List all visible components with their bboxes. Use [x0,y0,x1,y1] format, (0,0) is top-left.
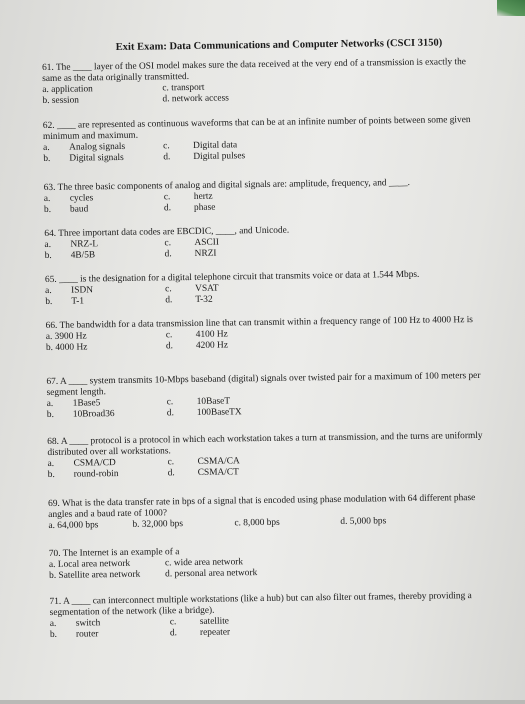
option-d: d. network access [162,93,229,105]
question-stem: 65. ____ is the designation for a digital telephone circuit that transmits voice or data at 1.544 Mbps. [44,269,420,286]
question-stem: 71. A ____ can interconnect multiple workstations (like a hub) but can also filter out frames, thereby providing a segmentation of the network (like a bridge). [49,591,472,618]
option-letter-b: b. [44,250,52,262]
question-71 [49,591,490,641]
option-c: Digital data [193,140,238,151]
option-letter-d: d. [166,408,174,419]
option-letter-a: a. [45,285,52,297]
question-64 [44,223,484,262]
option-b: Digital signals [69,152,124,164]
question-stem: 70. The Internet is an example of a [48,547,180,560]
question-62 [43,115,484,165]
option-letter-c: c. [164,238,172,249]
option-a: a. 64,000 bps [48,520,99,532]
question-67 [46,371,487,421]
option-c: c. 8,000 bps [234,517,280,529]
option-letter-a: a. [46,398,54,410]
option-b: baud [69,204,89,215]
option-d: NRZI [194,248,217,259]
option-a: switch [75,618,101,629]
option-letter-a: a. [44,239,52,251]
option-letter-b: b. [49,629,58,640]
option-b: 4B/5B [70,250,96,261]
option-a: NRZ-L [70,239,99,250]
option-d: Digital pulses [193,151,246,162]
question-stem: 66. The bandwidth for a data transmission line that can transmit within a frequency range of 100 Hz to 4000 Hz is [45,315,474,332]
option-a: a. application [42,84,93,96]
option-b: b. 32,000 bps [132,519,184,530]
option-c: VSAT [195,283,219,294]
option-letter-c: c. [167,457,175,468]
question-stem: 69. What is the data transfer rate in bps of a signal that is encoded using phase modulation with 64 different phase angles and a baud rate of 1000? [48,493,476,521]
option-c: hertz [193,191,213,202]
option-letter-c: c. [169,617,177,628]
option-letter-d: d. [165,295,173,306]
question-63 [44,177,484,216]
option-c: 10BaseT [196,396,231,407]
option-b: T-1 [71,296,85,307]
option-a: CSMA/CD [73,458,116,469]
option-letter-a: a. [43,142,50,154]
option-a: Analog signals [69,141,126,153]
option-d: T-32 [195,294,213,305]
option-c: 4100 Hz [195,329,228,340]
question-70 [49,543,489,582]
option-b: router [75,629,99,640]
option-a: ISDN [71,285,94,296]
option-letter-a: a. [47,458,55,470]
option-b: 10Broad36 [72,409,115,420]
option-b: b. 4000 Hz [45,342,88,354]
option-c: satellite [199,616,230,627]
option-d: phase [193,202,216,213]
option-letter-b: b. [45,296,53,308]
option-letter-c: c. [163,192,171,203]
option-letter-d: d. [169,628,178,639]
option-b: b. Satellite area network [49,569,141,582]
option-letter-d: d. [165,341,174,352]
option-d: 100BaseTX [196,407,242,418]
option-d: d. personal area network [165,568,258,580]
option-a: a. 3900 Hz [45,331,87,343]
question-stem: 63. The three basic components of analog and digital signals are: amplitude, frequency, and ____. [43,177,411,194]
option-letter-a: a. [43,193,51,205]
option-letter-b: b. [46,409,54,421]
option-letter-d: d. [163,152,171,163]
option-a: 1Base5 [72,398,101,409]
option-letter-d: d. [167,468,175,479]
option-letter-a: a. [49,618,57,629]
option-a: cycles [69,193,94,204]
question-stem: 68. A ____ protocol is a protocol in which each workstation takes a turn at transmission, and the turns are uniformly distributed over all workstations. [47,430,483,459]
question-stem: 64. Three important data codes are EBCDIC, ____, and Unicode. [44,225,290,240]
option-d: CSMA/CT [197,467,239,478]
question-69 [48,493,488,532]
question-stem: 62. ____ are represented as continuous waveforms that can be at an infinite number of points between some given minimum and maximum. [42,115,471,143]
option-letter-c: c. [165,284,172,295]
question-65 [45,269,485,308]
question-68 [47,431,488,481]
option-letter-c: c. [165,330,173,341]
option-letter-d: d. [164,249,172,260]
option-c: c. wide area network [164,557,244,569]
exam-title: Exit Exam: Data Communications and Computer Networks (CSCI 3150) [115,37,443,54]
question-stem: 67. A ____ system transmits 10-Mbps baseband (digital) signals over twisted pair for a maximum of 100 meters per segment length. [46,370,481,399]
option-b: round-robin [73,469,119,480]
option-c: ASCII [194,237,220,248]
question-61 [42,57,483,107]
option-letter-b: b. [43,204,52,216]
question-stem: 61. The ____ layer of the OSI model makes sure the data received at the very end of a transmission is exactly the same as the data originally transmitted. [41,57,466,85]
option-c: CSMA/CA [197,456,240,467]
question-66 [46,315,486,354]
option-d: 4200 Hz [195,340,229,351]
option-letter-b: b. [47,469,55,481]
option-b: b. session [42,95,80,107]
option-d: d. 5,000 bps [340,516,387,527]
option-d: repeater [199,627,231,638]
option-letter-c: c. [163,141,170,152]
option-letter-b: b. [43,153,51,165]
option-a: a. Local area network [48,558,131,571]
option-letter-d: d. [163,203,172,214]
option-letter-c: c. [166,397,174,408]
option-c: c. transport [162,82,205,94]
